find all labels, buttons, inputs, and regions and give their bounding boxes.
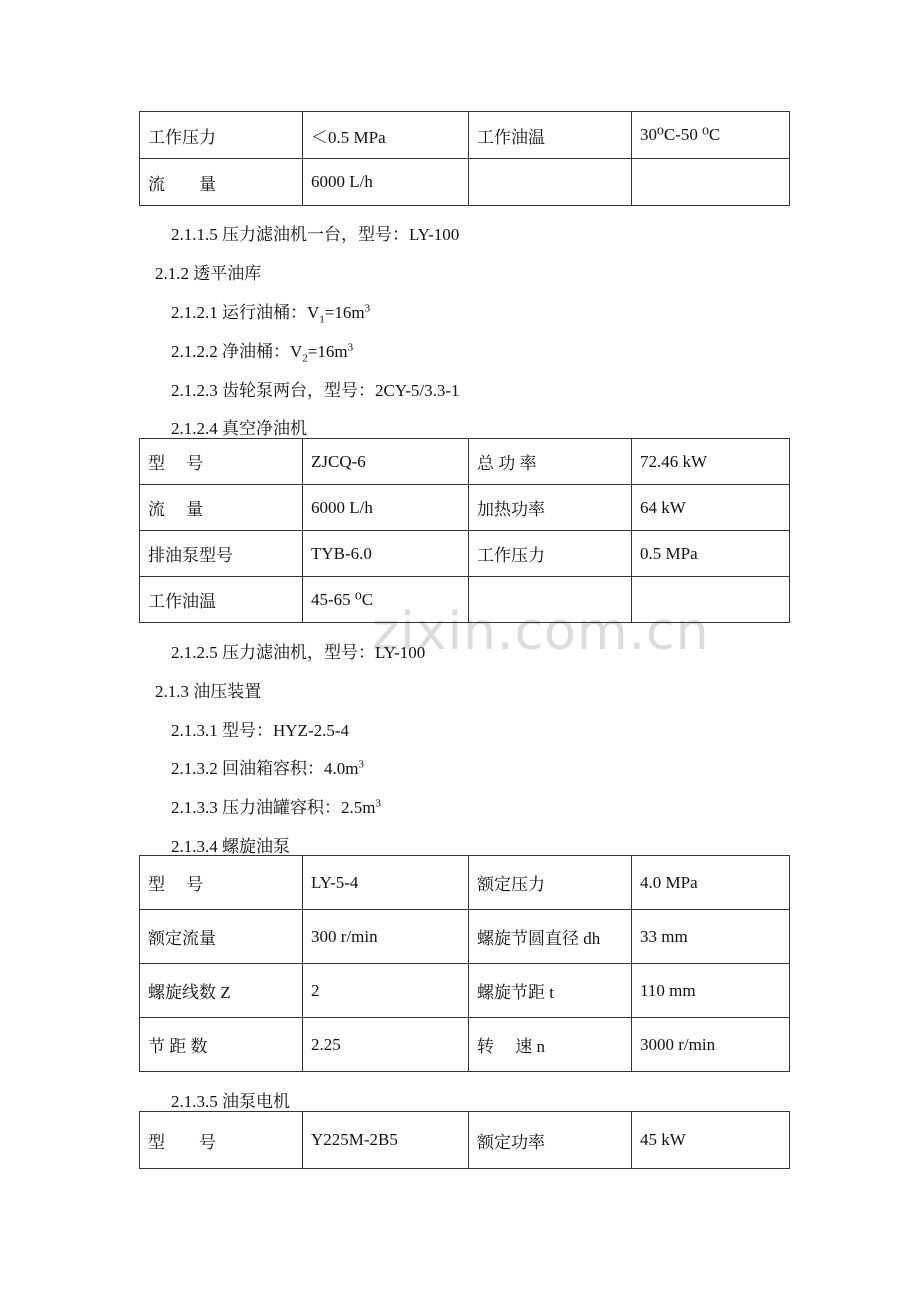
section-2-1-3-5: 2.1.3.5 油泵电机 bbox=[171, 1092, 290, 1111]
table-cell: 螺旋线数 Z bbox=[140, 964, 303, 1018]
table-cell: 30⁰C-50 ⁰C bbox=[632, 112, 790, 159]
table-row bbox=[140, 439, 790, 485]
section-2-1-2-heading: 2.1.2 透平油库 bbox=[155, 264, 262, 283]
table-cell: 螺旋节圆直径 dh bbox=[469, 910, 632, 964]
table-cell: 额定压力 bbox=[469, 856, 632, 910]
table-cell: 流 量 bbox=[140, 159, 303, 206]
table-cell: 流 量 bbox=[140, 485, 303, 531]
table-cell: TYB-6.0 bbox=[303, 531, 469, 577]
watermark: zixin.com.cn bbox=[372, 602, 710, 662]
section-2-1-2-2: 2.1.2.2 净油桶：$V_2=16m^3$ bbox=[171, 341, 354, 365]
section-2-1-3-2: 2.1.3.2 回油箱容积：$4.0m^3$ bbox=[171, 758, 364, 778]
oil-filter-spec-table bbox=[139, 111, 790, 206]
table-cell: 型 号 bbox=[140, 439, 303, 485]
table-cell: 转 速 n bbox=[469, 1018, 632, 1072]
section-2-1-3-1: 2.1.3.1 型号：HYZ-2.5-4 bbox=[171, 721, 350, 740]
table-cell: 45-65 ⁰C bbox=[303, 577, 469, 623]
table-cell: 6000 L/h bbox=[303, 485, 469, 531]
table-cell: 6000 L/h bbox=[303, 159, 469, 206]
table-cell: 工作油温 bbox=[469, 112, 632, 159]
table-cell: 螺旋节距 t bbox=[469, 964, 632, 1018]
table-row bbox=[140, 1112, 790, 1169]
table-cell: 型 号 bbox=[140, 856, 303, 910]
table-cell bbox=[469, 159, 632, 206]
section-2-1-3-3: 2.1.3.3 压力油罐容积：$2.5m^3$ bbox=[171, 797, 381, 817]
table-cell: ZJCQ-6 bbox=[303, 439, 469, 485]
table-cell: 排油泵型号 bbox=[140, 531, 303, 577]
screw-pump-spec-table bbox=[139, 855, 790, 1072]
table-cell bbox=[469, 577, 632, 623]
table-cell: Y225M-2B5 bbox=[303, 1112, 469, 1169]
table-cell: LY-5-4 bbox=[303, 856, 469, 910]
section-2-1-2-1: 2.1.2.1 运行油桶：$V_1=16m^3$ bbox=[171, 302, 371, 326]
table-row bbox=[140, 531, 790, 577]
table-row bbox=[140, 1018, 790, 1072]
pump-motor-spec-table bbox=[139, 1111, 790, 1169]
section-2-1-3-heading: 2.1.3 油压装置 bbox=[155, 682, 262, 701]
table-row bbox=[140, 485, 790, 531]
section-2-1-2-3: 2.1.2.3 齿轮泵两台，型号：2CY-5/3.3-1 bbox=[171, 381, 460, 400]
table-cell: 节 距 数 bbox=[140, 1018, 303, 1072]
table-row bbox=[140, 112, 790, 159]
section-2-1-2-5: 2.1.2.5 压力滤油机，型号：LY-100 bbox=[171, 643, 426, 662]
table-cell: 0.5 MPa bbox=[632, 531, 790, 577]
section-2-1-2-4: 2.1.2.4 真空净油机 bbox=[171, 419, 307, 438]
table-cell: 额定流量 bbox=[140, 910, 303, 964]
table-cell: 45 kW bbox=[632, 1112, 790, 1169]
table-cell: 110 mm bbox=[632, 964, 790, 1018]
table-row bbox=[140, 159, 790, 206]
table-cell: 300 r/min bbox=[303, 910, 469, 964]
table-cell: 33 mm bbox=[632, 910, 790, 964]
table-cell: 3000 r/min bbox=[632, 1018, 790, 1072]
table-cell: 工作油温 bbox=[140, 577, 303, 623]
vacuum-oil-purifier-table bbox=[139, 438, 790, 623]
table-cell: 总 功 率 bbox=[469, 439, 632, 485]
table-cell: 额定功率 bbox=[469, 1112, 632, 1169]
table-cell: 4.0 MPa bbox=[632, 856, 790, 910]
section-2-1-1-5: 2.1.1.5 压力滤油机一台，型号：LY-100 bbox=[171, 225, 460, 244]
table-row bbox=[140, 910, 790, 964]
table-cell: 2.25 bbox=[303, 1018, 469, 1072]
table-cell: 工作压力 bbox=[140, 112, 303, 159]
table-cell bbox=[632, 577, 790, 623]
table-row bbox=[140, 856, 790, 910]
table-cell: 加热功率 bbox=[469, 485, 632, 531]
table-cell: 2 bbox=[303, 964, 469, 1018]
table-row bbox=[140, 964, 790, 1018]
table-row bbox=[140, 577, 790, 623]
table-cell: 72.46 kW bbox=[632, 439, 790, 485]
table-cell: 工作压力 bbox=[469, 531, 632, 577]
table-cell: 型 号 bbox=[140, 1112, 303, 1169]
section-2-1-3-4: 2.1.3.4 螺旋油泵 bbox=[171, 837, 290, 856]
table-cell bbox=[632, 159, 790, 206]
table-cell: 64 kW bbox=[632, 485, 790, 531]
table-cell: ＜0.5 MPa bbox=[303, 112, 469, 159]
